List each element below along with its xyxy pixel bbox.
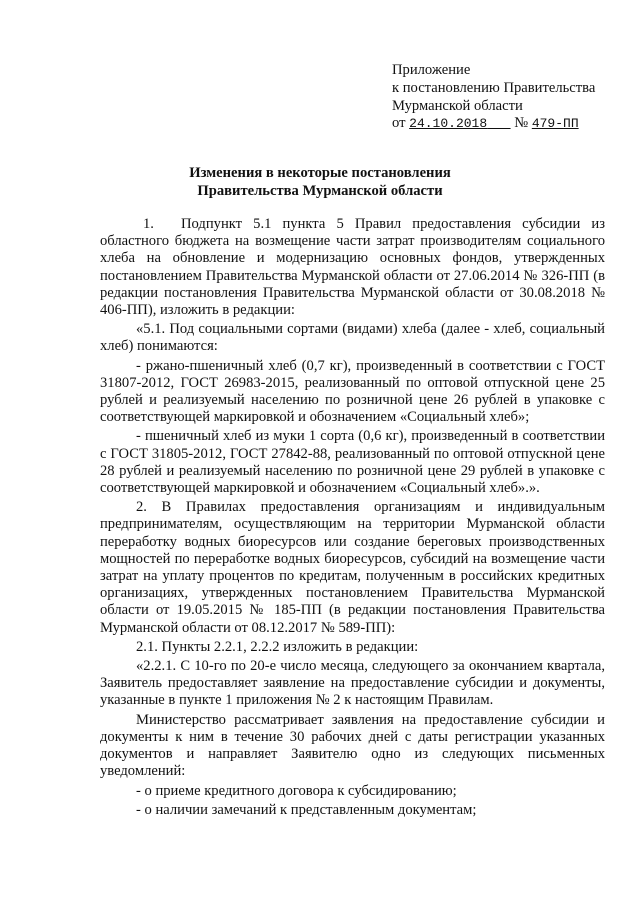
- list-item-wheat-bread: - пшеничный хлеб из муки 1 сорта (0,6 кг), произведенный в соответствии с ГОСТ 31805-2012, ГОСТ 27842-88, реализованный по оптовой отпускной цене 28 рублей и реализуемый населению по розничной цене 29 рублей в упаковке с соответствующей маркировкой и обозначением «Социальный хлеб».».: [100, 428, 605, 497]
- appendix-resolution-line: к постановлению Правительства: [392, 79, 596, 96]
- paragraph-2: «5.1. Под социальными сортами (видами) хлеба (далее - хлеб, социальный хлеб) понимаются:: [100, 321, 605, 355]
- paragraph-3: 2. В Правилах предоставления организациям и индивидуальным предпринимателям, осуществляющим на территории Мурманской области переработку водных биоресурсов или создание береговых производственных мощностей по переработке водных биоресурсов, субсидий на возмещение части затрат на уплату процентов по кредитам, полученным в российских кредитных организациях, утвержденных постановлением Правительства Мурманской области от 19.05.2015 № 185-ПП (в редакции постановления Правительства Мурманской области от 08.12.2017 № 589-ПП):: [100, 499, 605, 636]
- paragraph-4: 2.1. Пункты 2.2.1, 2.2.2 изложить в редакции:: [136, 638, 419, 655]
- document-body: [100, 216, 605, 821]
- paragraph-5: «2.2.1. С 10-го по 20-е число месяца, следующего за окончанием квартала, Заявитель предоставляет заявление на предоставление субсидии и документы, указанные в пункте 1 приложения № 2 к настоящим Правилам.: [100, 658, 605, 709]
- appendix-label: Приложение: [392, 62, 471, 78]
- list-item-acceptance: - о приеме кредитного договора к субсидированию;: [136, 782, 457, 799]
- paragraph-1-text: Подпункт 5.1 пункта 5 Правил предоставления субсидии из областного бюджета на возмещение части затрат производителям социального хлеба на обновление и модернизацию основных фондов, утвержденных постановлением Правительства Мурманской области от 27.06.2014 № 326-ПП (в редакции постановления Правительства Мурманской области от 30.08.2018 № 406-ПП), изложить в редакции:: [100, 216, 605, 319]
- paragraph-6: Министерство рассматривает заявления на предоставление субсидии и документы к ним в течение 30 рабочих дней с даты регистрации указанных документов и направляет Заявителю одно из следующих письменных уведомлений:: [100, 711, 605, 780]
- date-prefix: от: [392, 115, 406, 132]
- list-item-rye-bread: - ржано-пшеничный хлеб (0,7 кг), произведенный в соответствии с ГОСТ 31807-2012, ГОСТ 26983-2015, реализованный по оптовой отпускной цене 25 рублей и реализуемый населению по розничной цене 26 рублей в упаковке с соответствующей маркировкой и обозначением «Социальный хлеб»;: [100, 357, 605, 426]
- title-line-2: Правительства Мурманской области: [197, 183, 443, 199]
- resolution-number: 479-ПП: [531, 116, 579, 132]
- paragraph-1-number: 1.: [143, 216, 154, 232]
- list-item-remarks: - о наличии замечаний к представленным документам;: [136, 801, 477, 818]
- appendix-date-number-line: [392, 115, 632, 133]
- appendix-region-line: Мурманской области: [392, 97, 523, 114]
- appendix-header: [392, 62, 632, 133]
- title-line-1: Изменения в некоторые постановления: [189, 165, 451, 181]
- number-sign: №: [514, 115, 529, 132]
- paragraph-1: [100, 216, 605, 319]
- resolution-date: 24.10.2018: [409, 116, 488, 132]
- document-title: [0, 164, 640, 200]
